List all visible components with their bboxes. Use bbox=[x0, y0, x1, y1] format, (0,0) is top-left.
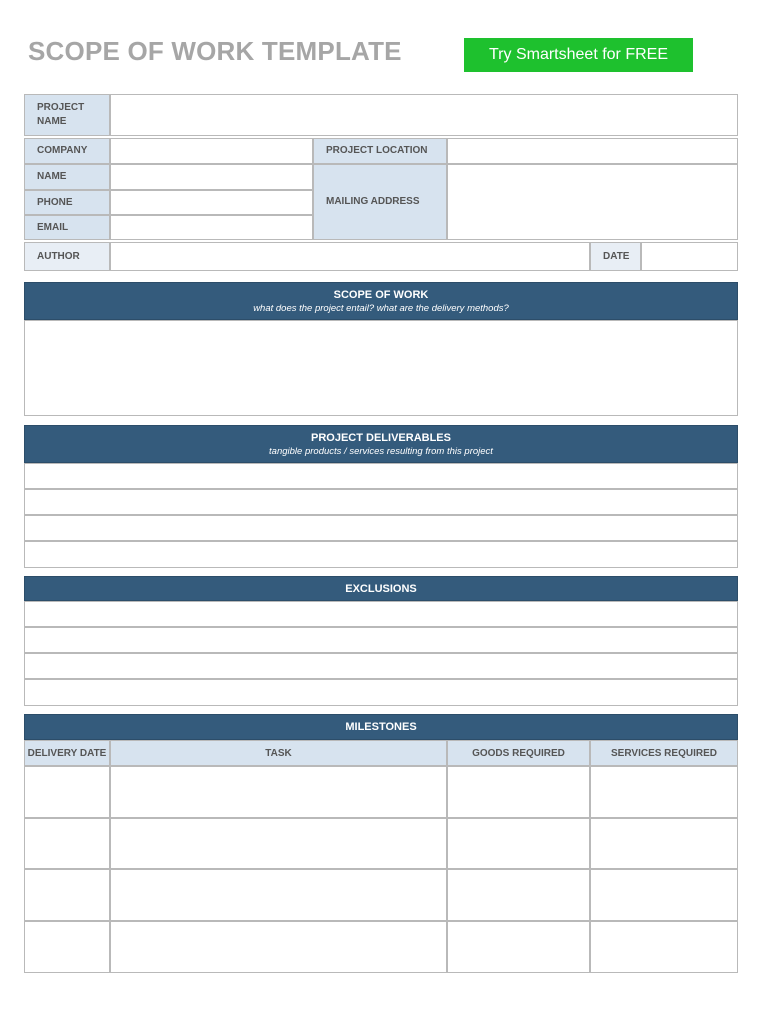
milestone-services-cell[interactable] bbox=[590, 921, 738, 973]
company-field[interactable] bbox=[110, 138, 313, 164]
project-name-label-line2: NAME bbox=[37, 116, 67, 127]
author-field[interactable] bbox=[110, 242, 590, 271]
milestone-services-cell[interactable] bbox=[590, 766, 738, 818]
exclusion-row[interactable] bbox=[24, 601, 738, 627]
milestone-delivery-date-cell[interactable] bbox=[24, 818, 110, 869]
email-label: EMAIL bbox=[24, 215, 110, 240]
project-location-label: PROJECT LOCATION bbox=[313, 138, 447, 164]
milestone-delivery-date-cell[interactable] bbox=[24, 766, 110, 818]
milestone-task-cell[interactable] bbox=[110, 766, 447, 818]
mailing-address-field[interactable] bbox=[447, 164, 738, 240]
author-label: AUTHOR bbox=[24, 242, 110, 271]
name-label: NAME bbox=[24, 164, 110, 190]
email-field[interactable] bbox=[110, 215, 313, 240]
project-name-label bbox=[24, 94, 110, 136]
deliverable-row[interactable] bbox=[24, 515, 738, 541]
col-header-task: TASK bbox=[110, 740, 447, 766]
exclusion-row[interactable] bbox=[24, 627, 738, 653]
milestone-services-cell[interactable] bbox=[590, 869, 738, 921]
date-field[interactable] bbox=[641, 242, 738, 271]
page-title: SCOPE OF WORK TEMPLATE bbox=[28, 36, 402, 66]
milestone-delivery-date-cell[interactable] bbox=[24, 921, 110, 973]
milestone-task-cell[interactable] bbox=[110, 921, 447, 973]
deliverable-row[interactable] bbox=[24, 463, 738, 489]
milestones-title: MILESTONES bbox=[345, 721, 417, 733]
date-label: DATE bbox=[590, 242, 641, 271]
col-header-delivery-date: DELIVERY DATE bbox=[24, 740, 110, 766]
project-name-label-line1: PROJECT bbox=[37, 102, 85, 113]
col-header-goods-required: GOODS REQUIRED bbox=[447, 740, 590, 766]
phone-label: PHONE bbox=[24, 190, 110, 215]
milestone-services-cell[interactable] bbox=[590, 818, 738, 869]
milestone-delivery-date-cell[interactable] bbox=[24, 869, 110, 921]
project-location-field[interactable] bbox=[447, 138, 738, 164]
exclusion-row[interactable] bbox=[24, 653, 738, 679]
mailing-address-label: MAILING ADDRESS bbox=[313, 164, 447, 240]
exclusions-title: EXCLUSIONS bbox=[345, 582, 417, 595]
milestone-task-cell[interactable] bbox=[110, 869, 447, 921]
project-name-field[interactable] bbox=[110, 94, 738, 136]
name-field[interactable] bbox=[110, 164, 313, 190]
deliverables-header bbox=[24, 425, 738, 463]
deliverable-row[interactable] bbox=[24, 541, 738, 568]
phone-field[interactable] bbox=[110, 190, 313, 215]
deliverable-row[interactable] bbox=[24, 489, 738, 515]
exclusions-header bbox=[24, 576, 738, 601]
milestone-goods-cell[interactable] bbox=[447, 921, 590, 973]
scope-of-work-subtitle: what does the project entail? what are the delivery methods? bbox=[253, 302, 509, 314]
company-label: COMPANY bbox=[24, 138, 110, 164]
milestones-header bbox=[24, 714, 738, 740]
scope-of-work-header bbox=[24, 282, 738, 320]
milestone-goods-cell[interactable] bbox=[447, 869, 590, 921]
deliverables-subtitle: tangible products / services resulting from this project bbox=[269, 445, 493, 457]
scope-of-work-title: SCOPE OF WORK bbox=[333, 288, 429, 301]
deliverables-title: PROJECT DELIVERABLES bbox=[311, 431, 451, 444]
milestone-goods-cell[interactable] bbox=[447, 818, 590, 869]
milestone-goods-cell[interactable] bbox=[447, 766, 590, 818]
try-smartsheet-button[interactable]: Try Smartsheet for FREE bbox=[464, 38, 693, 72]
exclusion-row[interactable] bbox=[24, 679, 738, 706]
milestone-task-cell[interactable] bbox=[110, 818, 447, 869]
col-header-services-required: SERVICES REQUIRED bbox=[590, 740, 738, 766]
scope-of-work-field[interactable] bbox=[24, 320, 738, 416]
